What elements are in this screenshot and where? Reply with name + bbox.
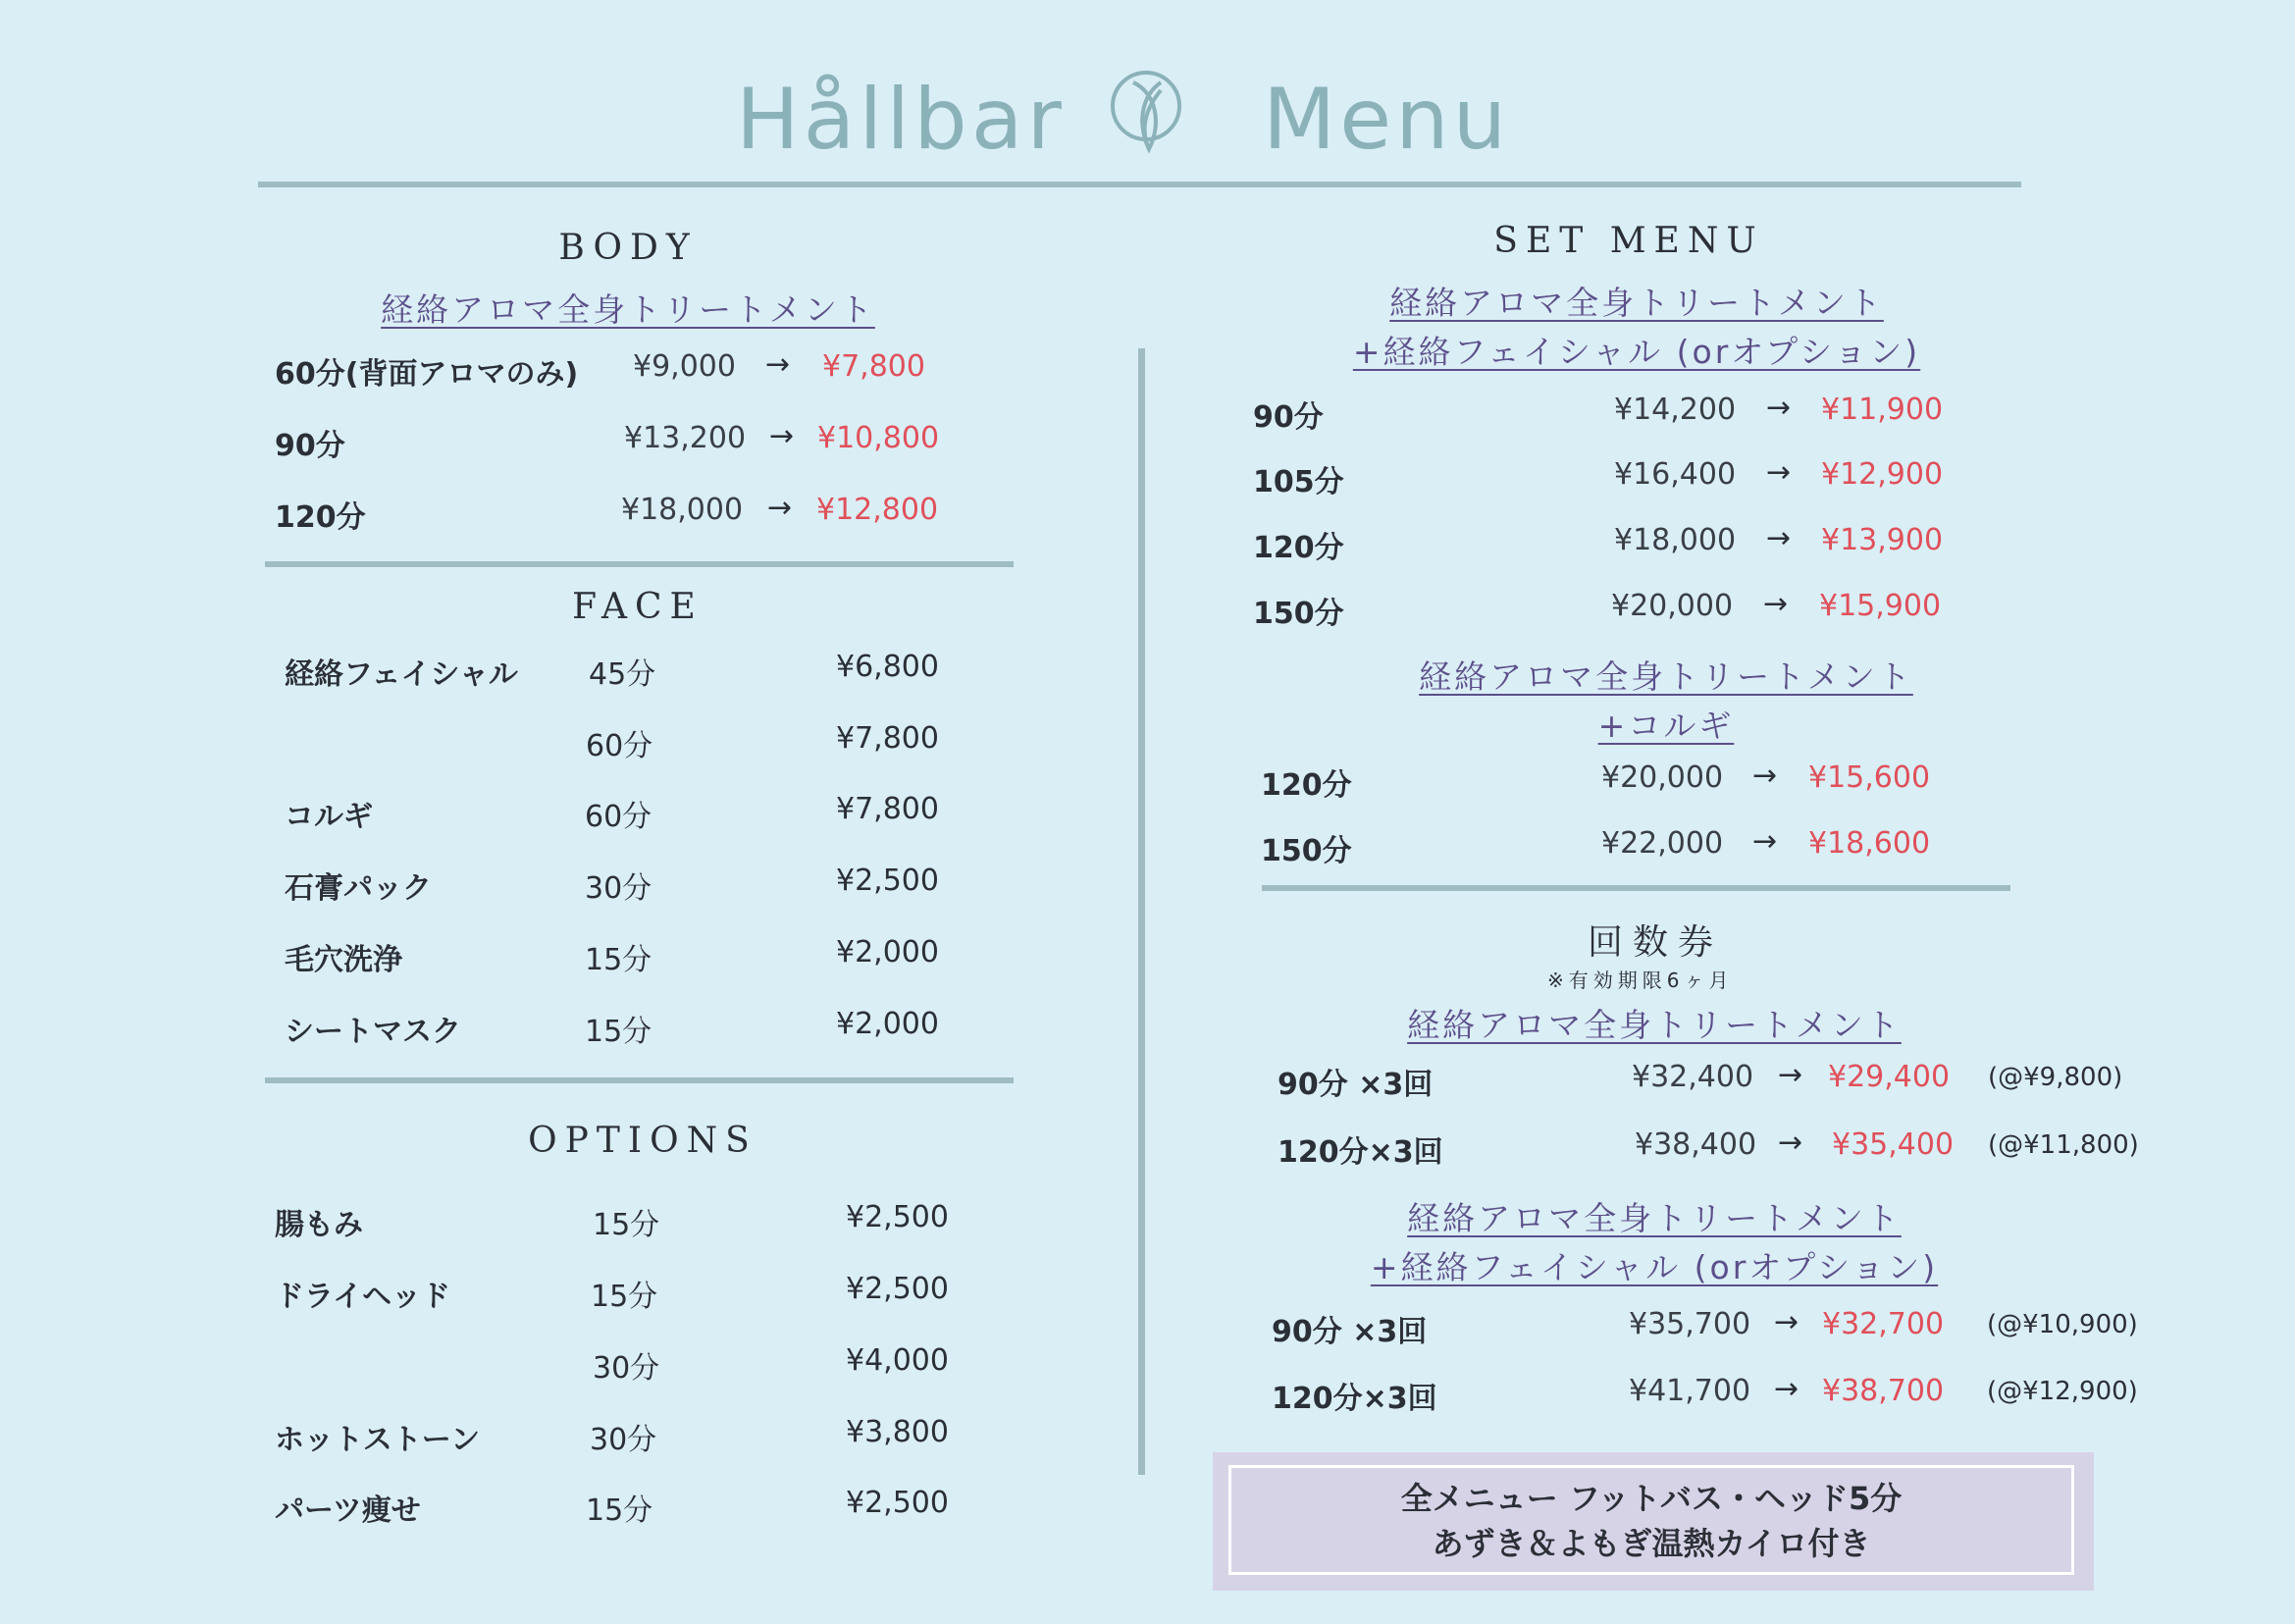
face-item-time: 15分 xyxy=(585,943,652,977)
set-row-new-price: ¥12,900 xyxy=(1821,457,1944,492)
option-item-price: ¥2,500 xyxy=(846,1272,949,1306)
face-item-price: ¥7,800 xyxy=(836,792,939,826)
body-row-old-price: ¥9,000 xyxy=(633,349,736,384)
ticket-row-label: 120分×3回 xyxy=(1278,1135,1443,1170)
face-item-time: 30分 xyxy=(585,871,652,906)
face-item-name: シートマスク xyxy=(285,1015,461,1049)
arrow-icon: → xyxy=(1774,1305,1799,1339)
ticket-row-label: 90分 ×3回 xyxy=(1272,1315,1428,1349)
face-item-price: ¥2,500 xyxy=(836,864,939,898)
body-row-label: 60分(背面アロマのみ) xyxy=(275,357,579,392)
menu-title: Menu xyxy=(1263,71,1511,169)
notice-line2: あずき＆よもぎ温熱カイロ付き xyxy=(1432,1525,1871,1562)
arrow-icon: → xyxy=(1766,391,1792,425)
face-item-name: 経絡フェイシャル xyxy=(285,657,518,692)
ticket-row-unit-price: (@¥10,900) xyxy=(1987,1310,2138,1339)
set-row-old-price: ¥20,000 xyxy=(1601,760,1724,795)
ticket-row-label: 90分 ×3回 xyxy=(1278,1068,1434,1102)
set-row-label: 150分 xyxy=(1253,597,1344,631)
set-row-old-price: ¥16,400 xyxy=(1614,457,1737,492)
arrow-icon: → xyxy=(767,491,793,525)
ticket-group2-line2: +経絡フェイシャル (orオプション) xyxy=(1370,1248,1939,1286)
set-row-new-price: ¥15,600 xyxy=(1808,760,1931,795)
face-item-time: 60分 xyxy=(585,800,652,834)
ticket-row-old-price: ¥32,400 xyxy=(1632,1060,1754,1094)
ticket-row-old-price: ¥35,700 xyxy=(1629,1307,1751,1341)
option-item-time: 30分 xyxy=(593,1351,660,1386)
face-item-name: 毛穴洗浄 xyxy=(285,943,402,977)
option-item-price: ¥3,800 xyxy=(846,1415,949,1449)
set-row-old-price: ¥14,200 xyxy=(1614,393,1737,427)
ticket-group2-line1: 経絡アロマ全身トリートメント xyxy=(1407,1199,1902,1237)
arrow-icon: → xyxy=(1752,759,1778,793)
ticket-row-new-price: ¥32,700 xyxy=(1822,1307,1945,1341)
option-item-time: 15分 xyxy=(593,1208,660,1242)
set-row-old-price: ¥18,000 xyxy=(1614,523,1737,557)
body-row-label: 90分 xyxy=(275,429,345,463)
face-divider xyxy=(265,1077,1014,1083)
set-row-label: 150分 xyxy=(1261,834,1352,868)
set-group2-line1: 経絡アロマ全身トリートメント xyxy=(1419,657,1913,696)
ticket-row-unit-price: (@¥12,900) xyxy=(1987,1377,2138,1406)
face-item-price: ¥2,000 xyxy=(836,935,939,969)
column-divider xyxy=(1138,348,1145,1475)
face-item-name: 石膏パック xyxy=(285,871,432,906)
set-group1-line1: 経絡アロマ全身トリートメント xyxy=(1389,284,1884,322)
ticket-row-new-price: ¥38,700 xyxy=(1822,1374,1945,1408)
arrow-icon: → xyxy=(765,347,791,382)
option-item-name: 腸もみ xyxy=(275,1208,363,1242)
body-row-label: 120分 xyxy=(275,500,366,535)
arrow-icon: → xyxy=(1766,521,1792,555)
tickets-title: 回数券 xyxy=(1587,922,1723,963)
arrow-icon: → xyxy=(1778,1058,1803,1092)
face-item-price: ¥6,800 xyxy=(836,650,939,684)
set-row-label: 105分 xyxy=(1253,465,1344,499)
option-item-price: ¥2,500 xyxy=(846,1486,949,1520)
set-row-new-price: ¥13,900 xyxy=(1821,523,1944,557)
brand-name: Hållbar xyxy=(736,71,1066,169)
face-item-price: ¥7,800 xyxy=(836,721,939,756)
ticket-group1-line1: 経絡アロマ全身トリートメント xyxy=(1407,1006,1902,1044)
set-group2-line2: +コルギ xyxy=(1597,707,1735,745)
face-item-time: 60分 xyxy=(586,729,653,763)
set-row-label: 120分 xyxy=(1261,768,1352,803)
ticket-row-unit-price: (@¥11,800) xyxy=(1988,1130,2139,1160)
body-row-new-price: ¥7,800 xyxy=(822,349,925,384)
body-row-old-price: ¥18,000 xyxy=(621,493,744,527)
set-group1-line2: +経絡フェイシャル (orオプション) xyxy=(1352,333,1921,371)
ticket-row-old-price: ¥38,400 xyxy=(1635,1127,1757,1162)
face-title: FACE xyxy=(572,587,704,627)
option-item-time: 15分 xyxy=(591,1280,658,1314)
notice-line1: 全メニュー フットバス・ヘッド5分 xyxy=(1400,1480,1903,1517)
set-row-label: 120分 xyxy=(1253,531,1344,565)
header-divider xyxy=(258,182,2021,187)
option-item-name: パーツ痩せ xyxy=(275,1493,421,1528)
body-divider xyxy=(265,561,1014,567)
face-item-time: 45分 xyxy=(589,657,656,692)
arrow-icon: → xyxy=(1763,587,1789,621)
ticket-row-unit-price: (@¥9,800) xyxy=(1988,1063,2123,1092)
option-item-time: 15分 xyxy=(586,1493,653,1528)
set-row-new-price: ¥11,900 xyxy=(1821,393,1944,427)
arrow-icon: → xyxy=(1766,455,1792,490)
option-item-time: 30分 xyxy=(590,1423,657,1457)
body-row-new-price: ¥10,800 xyxy=(817,421,940,455)
arrow-icon: → xyxy=(1752,824,1778,859)
ticket-row-new-price: ¥35,400 xyxy=(1832,1127,1955,1162)
body-row-old-price: ¥13,200 xyxy=(624,421,747,455)
arrow-icon: → xyxy=(1778,1126,1803,1160)
face-item-time: 15分 xyxy=(585,1015,652,1049)
notice-content xyxy=(1228,1465,2074,1575)
body-title: BODY xyxy=(558,228,698,268)
ticket-row-new-price: ¥29,400 xyxy=(1828,1060,1951,1094)
option-item-name: ドライヘッド xyxy=(275,1280,451,1314)
arrow-icon: → xyxy=(1774,1372,1799,1406)
set-row-old-price: ¥22,000 xyxy=(1601,826,1724,861)
face-item-price: ¥2,000 xyxy=(836,1007,939,1041)
arrow-icon: → xyxy=(769,419,795,453)
option-item-price: ¥4,000 xyxy=(846,1343,949,1378)
option-item-name: ホットストーン xyxy=(275,1423,481,1457)
set-row-label: 90分 xyxy=(1253,400,1324,435)
ticket-row-label: 120分×3回 xyxy=(1272,1382,1437,1416)
set-row-old-price: ¥20,000 xyxy=(1611,589,1734,623)
ticket-row-old-price: ¥41,700 xyxy=(1629,1374,1751,1408)
body-row-new-price: ¥12,800 xyxy=(816,493,939,527)
tickets-note: ※有効期限6ヶ月 xyxy=(1547,969,1734,992)
set-row-new-price: ¥15,900 xyxy=(1819,589,1942,623)
option-item-price: ¥2,500 xyxy=(846,1200,949,1234)
face-item-name: コルギ xyxy=(285,800,373,834)
set-menu-title: SET MENU xyxy=(1493,221,1764,261)
body-subtitle: 経絡アロマ全身トリートメント xyxy=(381,290,875,329)
set-row-new-price: ¥18,600 xyxy=(1808,826,1931,861)
set-menu-divider xyxy=(1262,885,2010,891)
options-title: OPTIONS xyxy=(528,1121,757,1161)
hallbar-logo-icon xyxy=(1104,63,1192,157)
